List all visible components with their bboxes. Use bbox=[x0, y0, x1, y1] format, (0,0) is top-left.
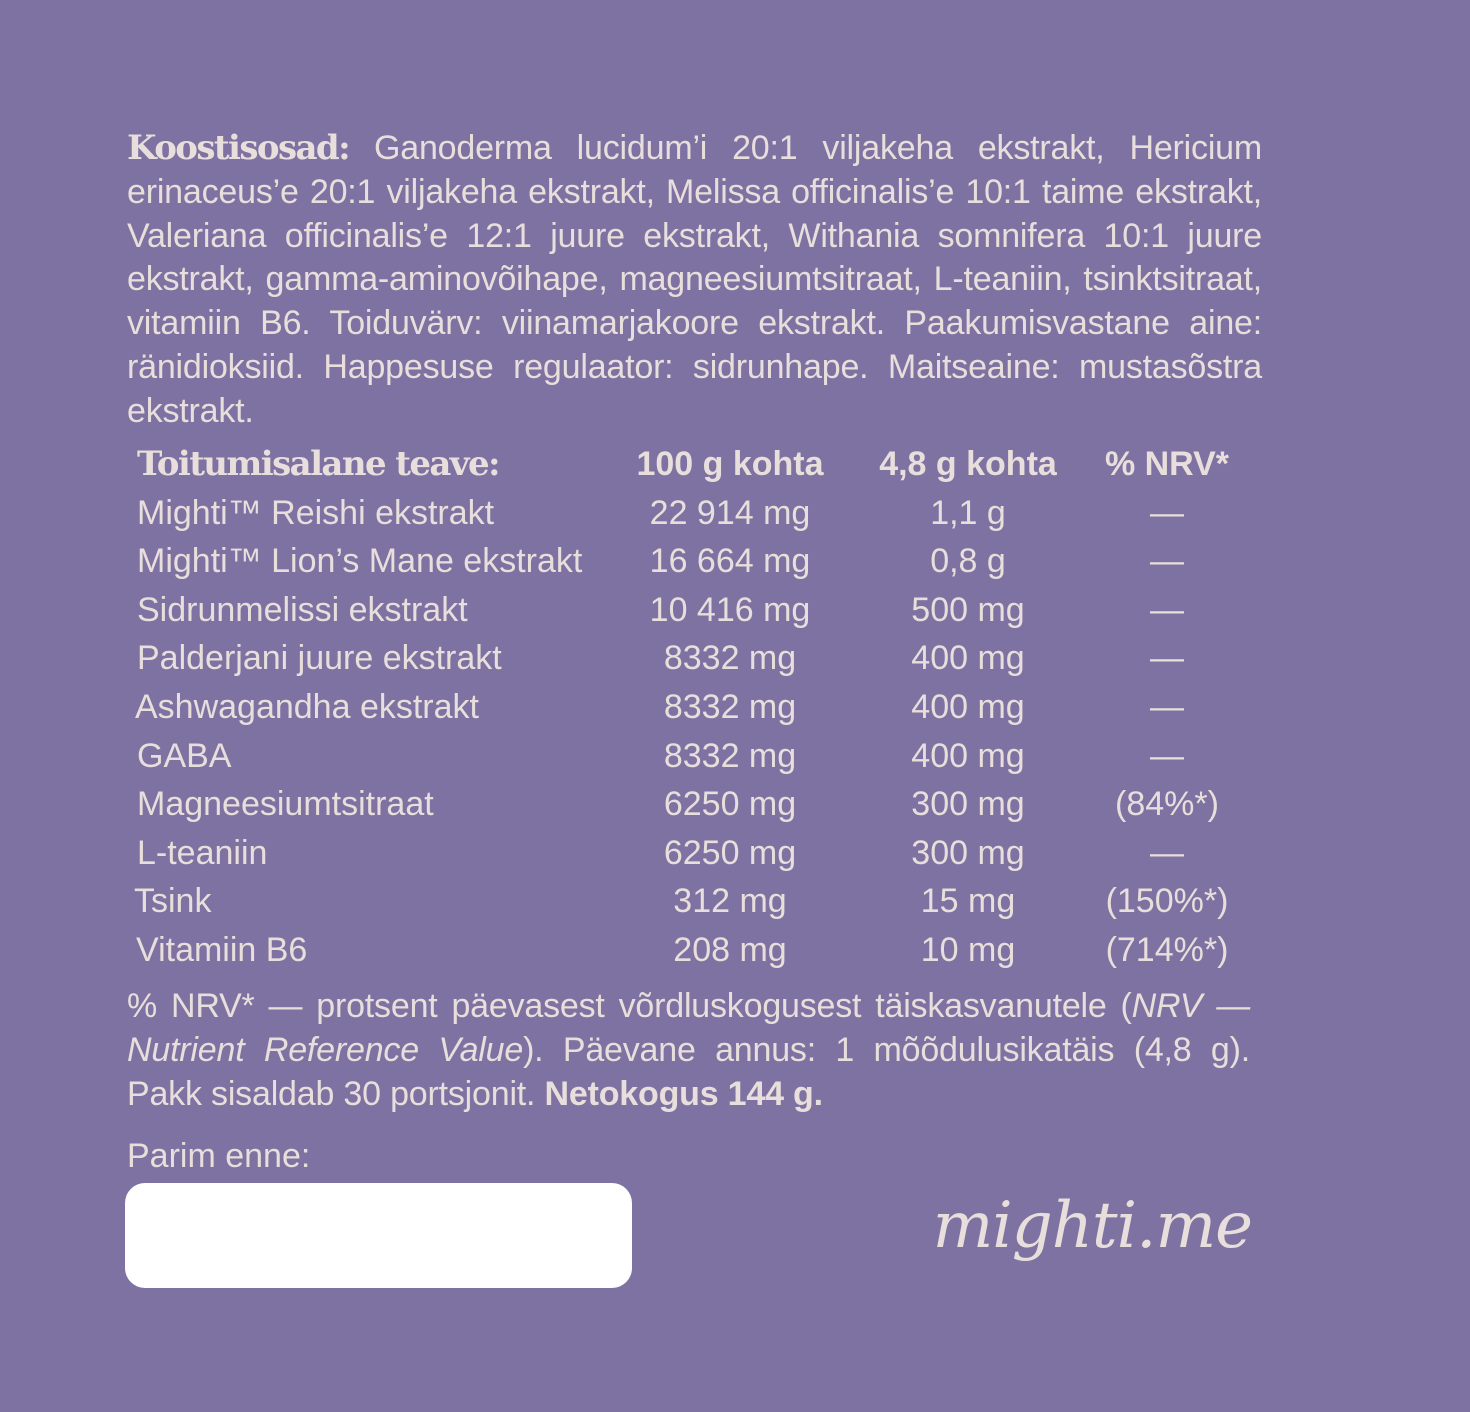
best-before-date-box bbox=[125, 1183, 632, 1288]
nutrient-per-serving: 300 mg bbox=[911, 833, 1025, 872]
nutrient-per-serving: 400 mg bbox=[911, 736, 1025, 775]
nutrient-per-serving: 10 mg bbox=[920, 931, 1016, 969]
brand-website: mighti.me bbox=[932, 1189, 1252, 1263]
nutrition-header-nrv: % NRV* bbox=[1104, 445, 1230, 483]
footnote-text-1: % NRV* — protsent päevasest võrdluskogusest täiskasvanutele ( bbox=[127, 987, 1132, 1025]
nutrient-nrv: — bbox=[1150, 493, 1184, 532]
nutrient-per-serving: 300 mg bbox=[911, 785, 1025, 824]
nutrient-name: Tsink bbox=[134, 882, 212, 921]
nutrition-header-per100: 100 g kohta bbox=[636, 445, 824, 483]
nutrient-name: GABA bbox=[137, 736, 232, 775]
nutrient-per100: 208 mg bbox=[673, 931, 787, 969]
nutrient-name: Magneesiumtsitraat bbox=[137, 785, 434, 824]
nrv-footnote bbox=[127, 984, 1250, 1116]
nutrient-name: Mighti™ Lion’s Mane ekstrakt bbox=[137, 542, 583, 581]
nutrient-per-serving: 15 mg bbox=[920, 882, 1016, 921]
nutrition-header-per-serving: 4,8 g kohta bbox=[879, 445, 1057, 483]
nutrient-nrv: — bbox=[1150, 833, 1184, 872]
nutrient-per-serving: 1,1 g bbox=[930, 493, 1006, 532]
nutrient-name: Sidrunmelissi ekstrakt bbox=[137, 590, 468, 629]
ingredients-paragraph bbox=[127, 127, 1262, 434]
nutrient-nrv: — bbox=[1150, 590, 1184, 629]
nutrient-per100: 312 mg bbox=[673, 882, 787, 921]
nutrient-per100: 16 664 mg bbox=[649, 542, 811, 581]
nutrient-per100: 6250 mg bbox=[663, 833, 797, 872]
footnote-nrv-definition: NRV — Nutrient Reference Value bbox=[127, 987, 1250, 1069]
nutrient-per-serving: 500 mg bbox=[911, 590, 1025, 629]
nutrition-table bbox=[0, 440, 1470, 980]
net-quantity: Netokogus 144 g. bbox=[544, 1075, 823, 1113]
nutrient-name: Ashwagandha ekstrakt bbox=[135, 688, 479, 726]
nutrient-per100: 8332 mg bbox=[663, 736, 797, 775]
nutrient-per100: 8332 mg bbox=[663, 639, 797, 678]
ingredients-text: Ganoderma lucidum’i 20:1 viljakeha ekstrakt, Hericium erinaceus’e 20:1 viljakeha ekstrakt, Melissa officinalis’e 10:1 taime ekstrakt, Valeriana officinalis’e 12:1 juure ekstrakt, Withania somnifera 10:1 juure ekstrakt, gamma-aminovõihape, magneesiumtsitraat, L-teaniin, tsinktsitraat, vitamiin B6. Toiduvärv: viinamarjakoore ekstrakt. Paakumisvastane aine: ränidioksiid. Happesuse regulaator: sidrunhape. Maitseaine: mustasõstra ekstrakt. bbox=[127, 129, 1262, 430]
nutrient-name: Palderjani juure ekstrakt bbox=[137, 639, 502, 678]
nutrient-per100: 22 914 mg bbox=[649, 493, 811, 532]
nutrition-header-label: Toitumisalane teave: bbox=[137, 444, 499, 484]
nutrient-name: Vitamiin B6 bbox=[136, 931, 308, 969]
nutrient-nrv: — bbox=[1150, 736, 1184, 775]
nutrient-per-serving: 400 mg bbox=[911, 639, 1025, 678]
nutrient-per100: 10 416 mg bbox=[649, 590, 811, 629]
nutrient-per100: 6250 mg bbox=[663, 785, 797, 824]
nutrient-per-serving: 0,8 g bbox=[930, 542, 1006, 581]
nutrient-name: Mighti™ Reishi ekstrakt bbox=[137, 493, 495, 532]
nutrient-nrv: (714%*) bbox=[1105, 931, 1229, 969]
nutrient-nrv: — bbox=[1150, 639, 1184, 678]
nutrient-name: L-teaniin bbox=[137, 833, 268, 872]
nutrient-nrv: (84%*) bbox=[1115, 785, 1219, 824]
nutrient-nrv: (150%*) bbox=[1105, 882, 1229, 921]
footnote-text-2: ). Päevane annus: 1 mõõdulusikatäis (4,8 g). Pakk sisaldab 30 portsjonit. bbox=[127, 1031, 1251, 1113]
nutrient-nrv: — bbox=[1150, 688, 1184, 726]
nutrient-per100: 8332 mg bbox=[663, 688, 797, 726]
nutrient-nrv: — bbox=[1150, 542, 1184, 581]
ingredients-label: Koostisosad: bbox=[127, 128, 350, 168]
nutrient-per-serving: 400 mg bbox=[911, 688, 1025, 726]
best-before-label: Parim enne: bbox=[127, 1137, 311, 1175]
